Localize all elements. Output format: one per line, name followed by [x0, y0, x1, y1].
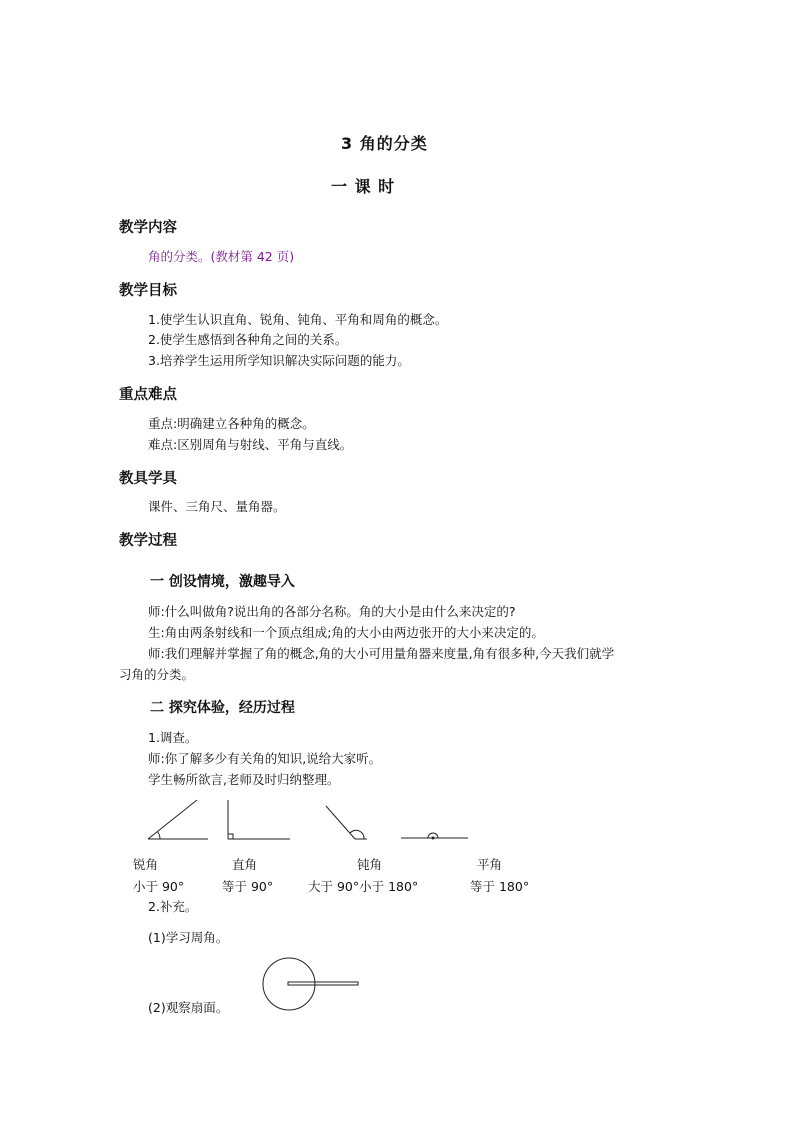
part2-line-2: 师:你了解多少有关角的知识,说给大家听。 [148, 751, 382, 766]
part2-sub1: (1)学习周角。 [148, 930, 229, 945]
key-item-2: 难点:区别周角与射线、平角与直线。 [148, 437, 353, 452]
goal-item-3: 3.培养学生运用所学知识解决实际问题的能力。 [148, 353, 410, 368]
part1-line-3: 师:我们理解并掌握了角的概念,角的大小可用量角器来度量,角有很多种,今天我们就学 [148, 646, 615, 661]
part1-line-4: 习角的分类。 [119, 667, 195, 682]
key-item-1: 重点:明确建立各种角的概念。 [148, 416, 315, 431]
part2-step2: 2.补充。 [148, 899, 198, 914]
tools-text: 课件、三角尺、量角器。 [148, 499, 286, 514]
part1-line-1: 师:什么叫做角?说出角的各部分名称。角的大小是由什么来决定的? [148, 604, 516, 619]
heading-key: 重点难点 [119, 387, 177, 403]
goal-item-2: 2.使学生感悟到各种角之间的关系。 [148, 332, 348, 347]
heading-goals: 教学目标 [119, 283, 177, 299]
angle-desc-right: 等于 90° [222, 879, 274, 894]
angle-desc-obtuse: 大于 90°小于 180° [308, 879, 419, 894]
angle-name-acute: 锐角 [133, 857, 159, 872]
heading-content: 教学内容 [119, 220, 177, 236]
heading-tools: 教具学具 [119, 471, 177, 487]
heading-process: 教学过程 [119, 533, 177, 549]
angle-name-obtuse: 钝角 [357, 857, 383, 872]
angle-name-right: 直角 [232, 857, 258, 872]
angle-name-straight: 平角 [477, 857, 503, 872]
part2-line-3: 学生畅所欲言,老师及时归纳整理。 [148, 772, 340, 787]
angle-desc-acute: 小于 90° [133, 879, 185, 894]
content-text: 角的分类。(教材第 42 页) [148, 249, 295, 264]
part2-line-1: 1.调查。 [148, 730, 198, 745]
goal-item-1: 1.使学生认识直角、锐角、钝角、平角和周角的概念。 [148, 312, 448, 327]
page-title: 3 角的分类 [341, 134, 428, 153]
angle-desc-straight: 等于 180° [470, 879, 530, 894]
part1-title: 一 创设情境，激趣导入 [150, 574, 295, 590]
part2-sub2: (2)观察扇面。 [148, 1000, 229, 1015]
part2-title: 二 探究体验，经历过程 [150, 700, 295, 716]
lesson-count: 一 课 时 [331, 177, 396, 196]
part1-line-2: 生:角由两条射线和一个顶点组成;角的大小由两边张开的大小来决定的。 [148, 625, 544, 640]
